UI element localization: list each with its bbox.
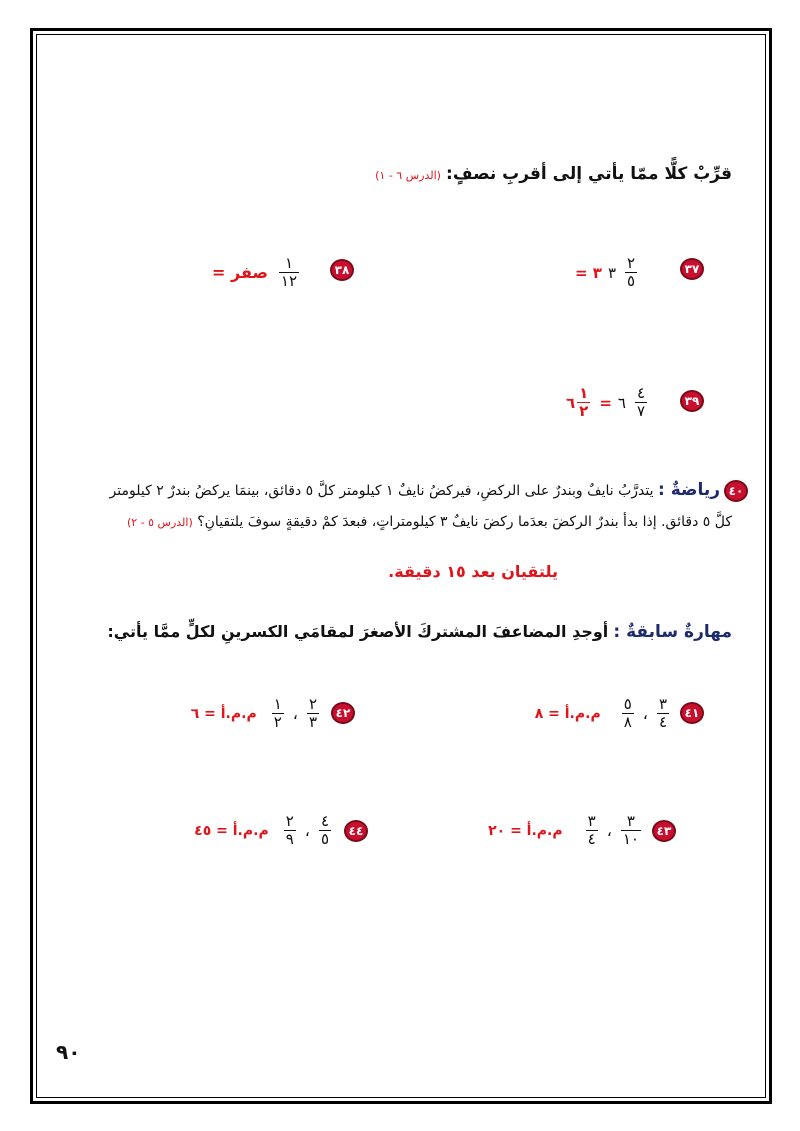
q40-text-line2: كلَّ ٥ دقائق. إذا بدأ بندرٌ الركضَ بعدَما ركضَ نايفٌ ٣ كيلومتراتٍ، فبعدَ كمْ دقيقةٍ سوفَ يلتقيانِ؟ (197, 514, 732, 530)
q37-number-badge: ٣٧ (680, 258, 704, 280)
q38-fraction (279, 256, 299, 289)
q41-number-badge: ٤١ (680, 702, 704, 724)
q44-fraction2-numerator: ٢ (285, 812, 294, 830)
q43-fraction1-denominator: ١٠ (622, 830, 639, 848)
section1-lesson-ref: (الدرس ٦ - ١) (375, 169, 441, 182)
q39-answer-whole: ٦ (566, 393, 576, 412)
q39-denominator: ٧ (636, 402, 646, 420)
q38-denominator: ١٢ (280, 272, 298, 290)
q38-expression (212, 256, 302, 289)
q41-fraction1 (657, 697, 669, 730)
q44-expression (194, 814, 334, 847)
q41-answer: م.م.أ = ٨ (534, 705, 601, 722)
q40-label: رياضةٌ : (657, 480, 720, 500)
q41-fraction1-numerator: ٣ (658, 695, 667, 713)
q42-fraction1-numerator: ٢ (308, 695, 317, 713)
q44-fraction2 (284, 814, 296, 847)
section2-title: أوجدِ المضاعفَ المشتركَ الأصغرَ لمقامَي الكسرينِ لكلٍّ ممَّا يأتي: (107, 622, 609, 641)
q40-line2 (42, 511, 732, 534)
q42-fraction2-denominator: ٢ (273, 713, 282, 731)
q43-fraction1-numerator: ٣ (626, 812, 635, 830)
q44-fraction1-numerator: ٤ (320, 812, 329, 830)
q43-fraction2-numerator: ٣ (587, 812, 596, 830)
q42-number-badge: ٤٢ (331, 702, 355, 724)
q39-answer-fraction (577, 386, 590, 419)
q44-fraction2-denominator: ٩ (285, 830, 294, 848)
q42-fraction1 (307, 697, 319, 730)
q44-number-badge: ٤٤ (344, 820, 368, 842)
section1-title: قرِّبْ كلًّا ممّا يأتي إلى أقربِ نصفٍ: (446, 164, 732, 184)
q37-whole: ٣ (607, 263, 617, 282)
q41-fraction1-denominator: ٤ (658, 713, 667, 731)
section2-label: مهارةٌ سابقةٌ : (613, 622, 732, 642)
q44-separator: ، (304, 821, 310, 840)
q39-answer-denominator: ٢ (579, 402, 589, 420)
q42-expression (191, 697, 322, 730)
q40-lesson-ref: (الدرس ٥ - ٢) (126, 516, 193, 529)
q43-fraction2-denominator: ٤ (587, 830, 596, 848)
q37-numerator: ٢ (627, 254, 636, 272)
q42-fraction1-denominator: ٣ (308, 713, 317, 731)
q44-answer: م.م.أ = ٤٥ (194, 822, 269, 839)
q38-answer: = صفر (212, 263, 268, 282)
q39-equals: = (599, 393, 612, 412)
q37-fraction (625, 256, 637, 289)
q44-fraction1-denominator: ٥ (320, 830, 329, 848)
q41-fraction2 (622, 697, 634, 730)
q41-fraction2-numerator: ٥ (623, 695, 632, 713)
q42-separator: ، (292, 704, 298, 723)
q39-number-badge: ٣٩ (680, 390, 704, 412)
q43-answer: م.م.أ = ٢٠ (488, 822, 563, 839)
q39-answer-numerator: ١ (579, 384, 589, 402)
q40-line1 (30, 479, 720, 502)
q38-numerator: ١ (284, 254, 294, 272)
q39-fraction (635, 386, 647, 419)
q42-fraction2-numerator: ١ (273, 695, 282, 713)
q37-answer: = ٣ (575, 263, 602, 282)
q40-text-line1: يتدرَّبُ نايفٌ وبندرٌ على الركضِ، فيركضُ نايفٌ ١ كيلومتر كلَّ ٥ دقائق، بينمَا يركضُ بندرٌ ٢ كيلومتر (109, 483, 654, 499)
q39-whole: ٦ (617, 393, 626, 412)
section1-heading (375, 164, 732, 184)
q40-number-badge: ٤٠ (724, 480, 748, 502)
q41-separator: ، (642, 704, 648, 723)
page-number: ٩٠ (56, 1040, 81, 1064)
q43-separator: ، (606, 821, 612, 840)
q43-number-badge: ٤٣ (652, 820, 676, 842)
q41-fraction2-denominator: ٨ (623, 713, 632, 731)
q43-fraction2 (586, 814, 598, 847)
q42-answer: م.م.أ = ٦ (190, 705, 257, 722)
q42-fraction2 (272, 697, 284, 730)
q44-fraction1 (319, 814, 331, 847)
q39-expression (566, 386, 650, 419)
q43-expression (488, 814, 644, 847)
section2-heading (107, 622, 732, 642)
q38-number-badge: ٣٨ (330, 259, 354, 281)
q37-expression (575, 256, 640, 289)
q41-expression (535, 697, 672, 730)
q39-numerator: ٤ (636, 384, 646, 402)
q40-answer: يلتقيان بعد ١٥ دقيقة. (388, 562, 558, 581)
q37-denominator: ٥ (627, 272, 636, 290)
q43-fraction1 (621, 814, 641, 847)
